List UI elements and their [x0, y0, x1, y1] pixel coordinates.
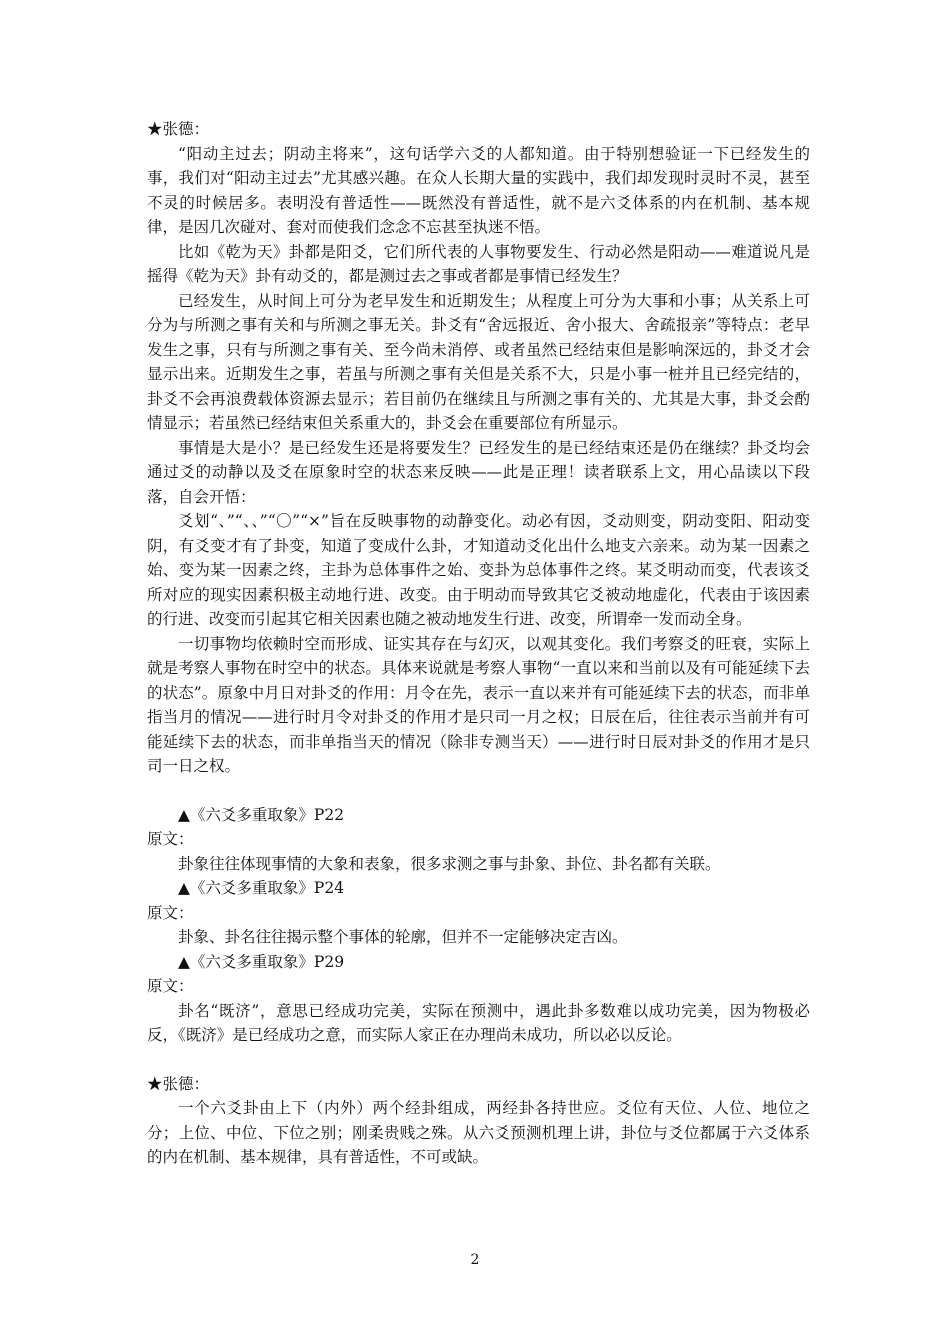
body-paragraph: 爻划“、”“、、”“〇”“×”旨在反映事物的动静变化。动必有因，爻动则变，阴动变阳、阳动变阴，有爻变才有了卦变，知道了变成什么卦，才知道动爻化出什么地支六亲来。动为某一因素之始、变为某一因素之终，主卦为总体事件之始、变卦为总体事件之终。某爻明动而变，代表该爻所对应的现实因素积极主动地行进、改变。由于明动而导致其它爻被动地虚化，代表由于该因素的行进、改变而引起其它相关因素也随之被动地发生行进、改变，所谓牵一发而动全身。: [147, 512, 810, 628]
quote-label: 原文：: [147, 903, 194, 922]
quote-source: ▲《六爻多重取象》P22: [178, 805, 345, 824]
page-number: 2: [470, 1252, 480, 1268]
spacer: [147, 779, 810, 803]
spacer: [147, 1048, 810, 1072]
section-heading: ★张德：: [147, 120, 210, 138]
quote-label: 原文：: [147, 977, 194, 995]
quote-text: 卦名“既济”，意思已经成功完美，实际在预测中，遇此卦多数难以成功完美，因为物极必反，《既济》是已经成功之意，而实际人家正在办理尚未成功，所以必以反论。: [147, 1001, 810, 1044]
body-paragraph: 比如《乾为天》卦都是阳爻，它们所代表的人事物要发生、行动必然是阳动——难道说凡是摇得《乾为天》卦有动爻的，都是测过去之事或者都是事情已经发生？: [147, 242, 810, 285]
body-paragraph: 事情是大是小？是已经发生还是将要发生？已经发生的是已经结束还是仍在继续？卦爻均会通过爻的动静以及爻在原象时空的状态来反映——此是正理！读者联系上文，用心品读以下段落，自会开悟：: [147, 438, 810, 506]
quote-source: ▲《六爻多重取象》P29: [178, 952, 345, 971]
body-paragraph: 已经发生，从时间上可分为老早发生和近期发生；从程度上可分为大事和小事；从关系上可分为与所测之事有关和与所测之事无关。卦爻有“舍远报近、舍小报大、舍疏报亲”等特点：老早发生之事，只有与所测之事有关、至今尚未消停、或者虽然已经结束但是影响深远的，卦爻才会显示出来。近期发生之事，若虽与所测之事有关但是关系不大，只是小事一桩并且已经完结的，卦爻不会再浪费载体资源去显示；若目前仍在继续且与所测之事有关的、尤其是大事，卦爻会酌情显示；若虽然已经结束但关系重大的，卦爻会在重要部位有所显示。: [147, 291, 810, 432]
quote-label: 原文：: [147, 830, 194, 848]
quote-text: 卦象往往体现事情的大象和表象，很多求测之事与卦象、卦位、卦名都有关联。: [178, 854, 721, 873]
body-paragraph: “阳动主过去；阴动主将来”，这句话学六爻的人都知道。由于特别想验证一下已经发生的事，我们对“阳动主过去”尤其感兴趣。在众人长期大量的实践中，我们却发现时灵时不灵，甚至不灵的时候居多。表明没有普适性——既然没有普适性，就不是六爻体系的内在机制、基本规律，是因几次碰对、套对而使我们念念不忘甚至执迷不悟。: [147, 144, 810, 236]
section-heading: ★张德：: [147, 1074, 210, 1093]
quote-text: 卦象、卦名往往揭示整个事体的轮廓，但并不一定能够决定吉凶。: [178, 928, 628, 946]
quote-source: ▲《六爻多重取象》P24: [178, 879, 345, 897]
body-paragraph: 一个六爻卦由上下（内外）两个经卦组成，两经卦各持世应。爻位有天位、人位、地位之分；上位、中位、下位之别；刚柔贵贱之殊。从六爻预测机理上讲，卦位与爻位都属于六爻体系的内在机制、基本规律，具有普适性，不可或缺。: [147, 1099, 810, 1166]
document-body: [147, 117, 810, 1170]
body-paragraph: 一切事物均依赖时空而形成、证实其存在与幻灭，以观其变化。我们考察爻的旺衰，实际上就是考察人事物在时空中的状态。具体来说就是考察人事物“一直以来和当前以及有可能延续下去的状态”。原象中月日对卦爻的作用：月令在先，表示一直以来并有可能延续下去的状态，而非单指当月的情况——进行时月令对卦爻的作用才是只司一月之权；日辰在后，往往表示当前并有可能延续下去的状态，而非单指当天的情况（除非专测当天）——进行时日辰对卦爻的作用才是只司一日之权。: [147, 634, 810, 775]
